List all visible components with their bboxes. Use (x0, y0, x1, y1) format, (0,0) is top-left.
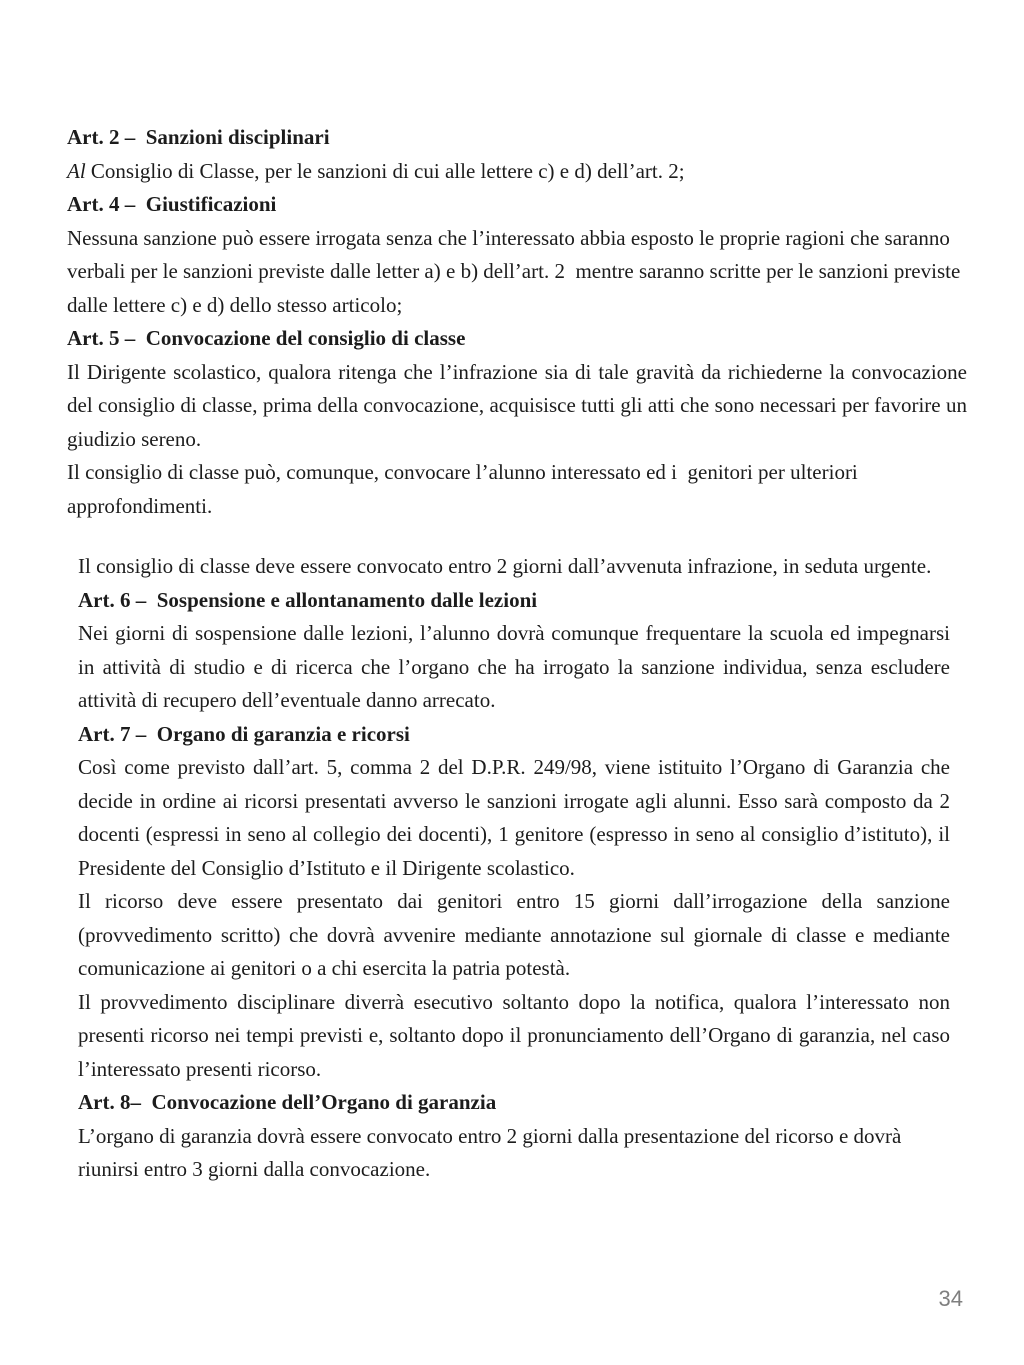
article-7-paragraph-2: Il ricorso deve essere presentato dai genitori entro 15 giorni dall’irrogazione della sanzione (provvedimento scritto) che dovrà avvenire mediante annotazione sul giornale di classe e mediante comunicazione ai genitori o a chi esercita la patria potestà. (78, 889, 956, 980)
page-number: 34 (938, 1286, 963, 1311)
document-body (67, 121, 973, 1187)
article-6-heading: Art. 6 – Sospensione e allontanamento dalle lezioni (78, 587, 538, 612)
article-4-body: Nessuna sanzione può essere irrogata senza che l’interessato abbia esposto le proprie ragioni che saranno verbali per le sanzioni previste dalle letter a) e b) dell’art. 2 mentre saranno scritte per le sanzioni previste dalle lettere c) e d) dello stesso articolo; (67, 225, 966, 317)
article-2-body (67, 155, 967, 189)
article-2-body-rest: Consiglio di Classe, per le sanzioni di cui alle lettere c) e d) dell’art. 2; (85, 158, 685, 183)
article-4-heading: Art. 4 – Giustificazioni (67, 192, 277, 216)
article-7-heading: Art. 7 – Organo di garanzia e ricorsi (78, 721, 410, 746)
article-2-heading: Art. 2 – Sanzioni disciplinari (67, 125, 330, 149)
article-6-body: Nei giorni di sospensione dalle lezioni, l’alunno dovrà comunque frequentare la scuola ed impegnarsi in attività di studio e di ricerca che l’organo che ha irrogato la sanzione individua, senza escludere attività di recupero dell’eventuale danno arrecato. (78, 621, 956, 712)
article-2-body-lead: Al (67, 158, 86, 183)
article-7-paragraph-1: Così come previsto dall’art. 5, comma 2 del D.P.R. 249/98, viene istituito l’Organo di Garanzia che decide in ordine ai ricorsi presentati avverso le sanzioni irrogate agli alunni. Esso sarà composto da 2 docenti (espressi in seno al collegio dei docenti), 1 genitore (espresso in seno al consiglio d’istituto), il Presidente del Consiglio d’Istituto e il Dirigente scolastico. (78, 755, 956, 880)
article-7-paragraph-3: Il provvedimento disciplinare diverrà esecutivo soltanto dopo la notifica, qualora l’interessato non presenti ricorso nei tempi previsti e, soltanto dopo il pronunciamento dell’Organo di garanzia, nel caso l’interessato presenti ricorso. (78, 989, 956, 1081)
article-8-heading: Art. 8– Convocazione dell’Organo di garanzia (78, 1090, 497, 1114)
article-5-paragraph-2: Il consiglio di classe può, comunque, convocare l’alunno interessato ed i genitori per ulteriori approfondimenti. (67, 460, 864, 518)
article-5-paragraph-3: Il consiglio di classe deve essere convocato entro 2 giorni dall’avvenuta infrazione, in seduta urgente. (78, 554, 932, 578)
article-8-body: L’organo di garanzia dovrà essere convocato entro 2 giorni dalla presentazione del ricorso e dovrà riunirsi entro 3 giorni dalla convocazione. (78, 1123, 907, 1181)
article-5-heading: Art. 5 – Convocazione del consiglio di classe (67, 326, 466, 350)
article-5-paragraph-1: Il Dirigente scolastico, qualora ritenga che l’infrazione sia di tale gravità da richiederne la convocazione del consiglio di classe, prima della convocazione, acquisisce tutti gli atti che sono necessari per favorire un giudizio sereno. (67, 359, 973, 451)
indented-section (67, 550, 967, 1187)
